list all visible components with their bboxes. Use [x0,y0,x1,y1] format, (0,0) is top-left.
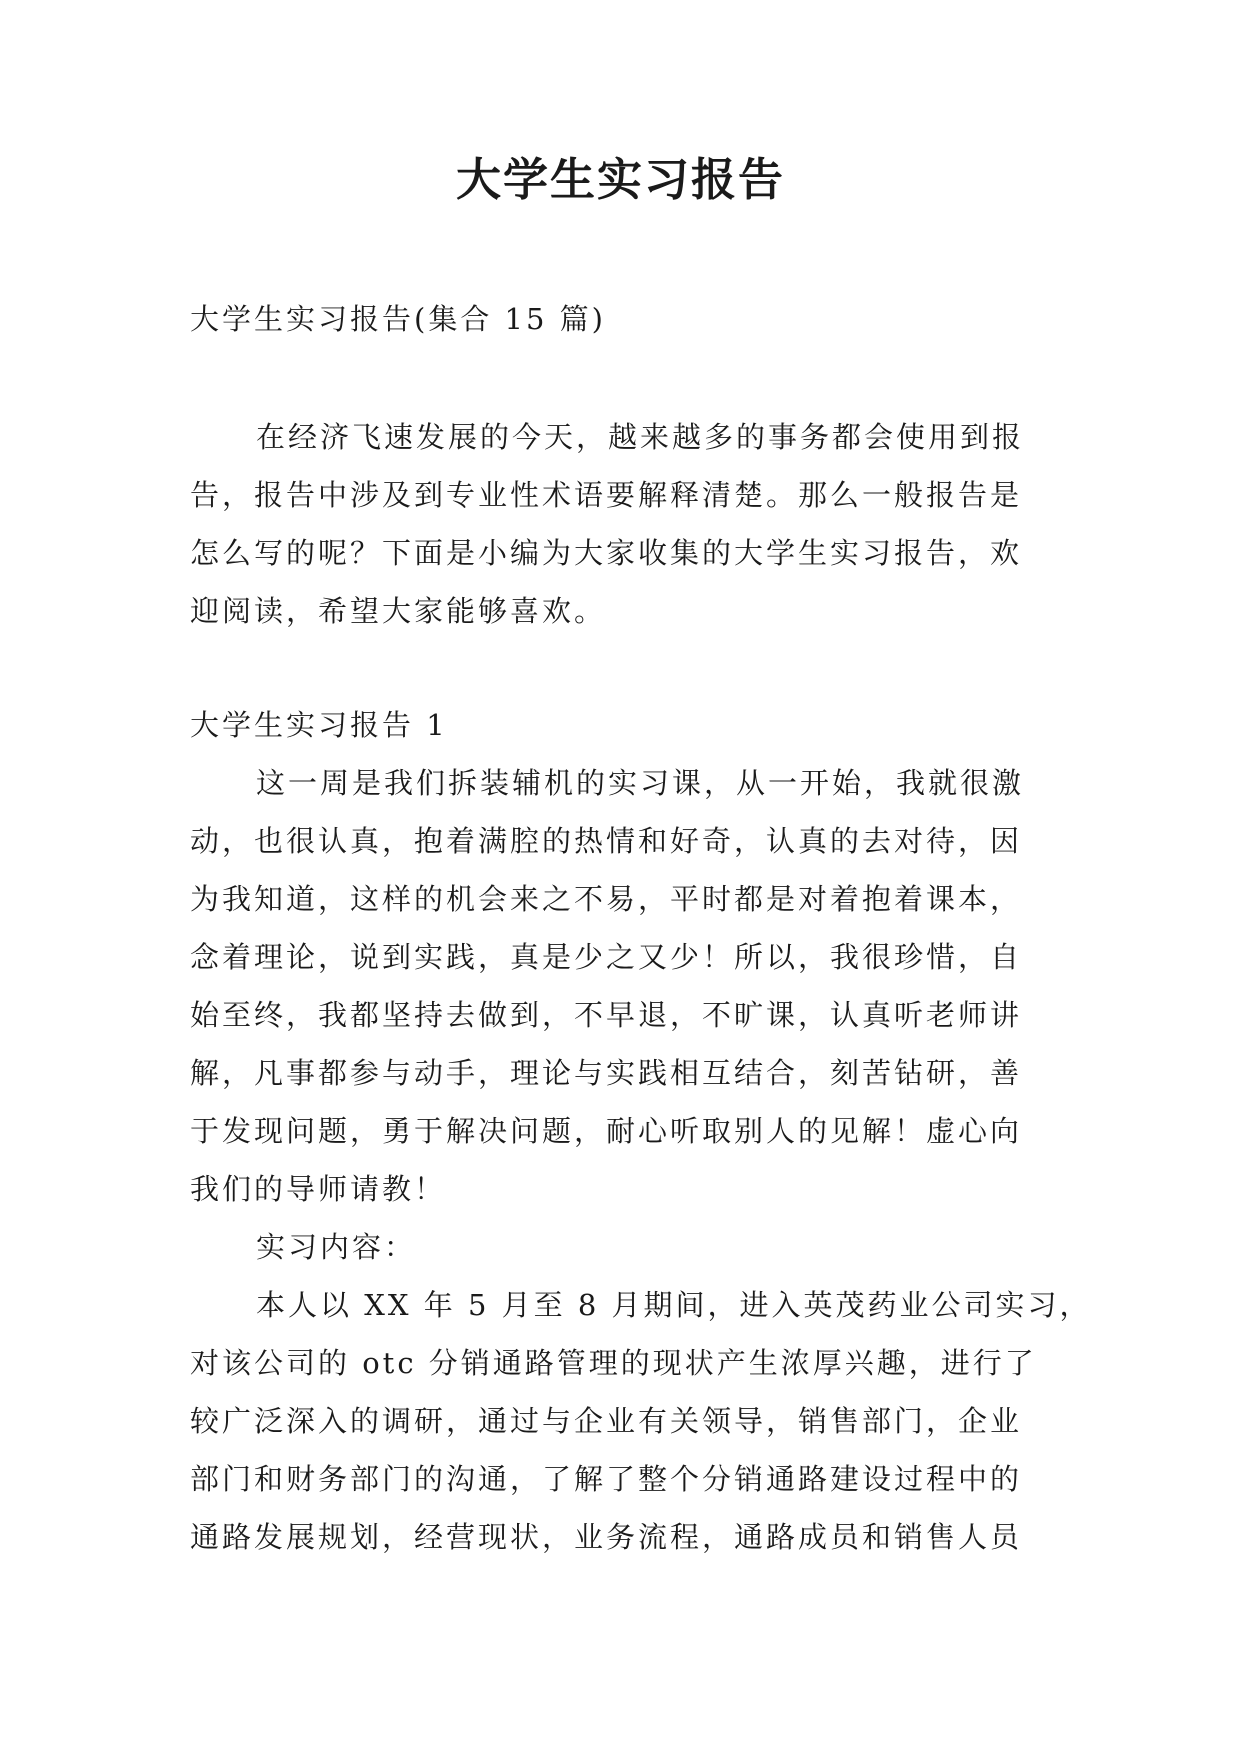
paragraph-line: 对该公司的 otc 分销通路管理的现状产生浓厚兴趣，进行了 [190,1346,1037,1380]
spacer [190,640,1060,696]
paragraph-line: 迎阅读，希望大家能够喜欢。 [190,594,607,628]
paragraph-line: 为我知道，这样的机会来之不易，平时都是对着抱着课本， [190,882,1023,916]
section-paragraph-2 [190,1276,1092,1566]
paragraph-line: 始至终，我都坚持去做到，不早退，不旷课，认真听老师讲 [190,998,1023,1032]
paragraph-line: 较广泛深入的调研，通过与企业有关领导，销售部门，企业 [190,1404,1023,1438]
paragraph-line: 本人以 XX 年 5 月至 8 月期间，进入英茂药业公司实习， [256,1288,1092,1322]
paragraph-line: 怎么写的呢？下面是小编为大家收集的大学生实习报告，欢 [190,536,1023,570]
intro-paragraph [190,408,1060,640]
paragraph-line: 告，报告中涉及到专业性术语要解释清楚。那么一般报告是 [190,478,1023,512]
paragraph-line: 念着理论，说到实践，真是少之又少！所以，我很珍惜，自 [190,940,1023,974]
paragraph-line: 通路发展规划，经营现状，业务流程，通路成员和销售人员 [190,1520,1023,1554]
paragraph-line: 这一周是我们拆装辅机的实习课，从一开始，我就很激 [256,766,1025,800]
document-title: 大学生实习报告 [455,153,785,206]
document-body [190,290,1092,1566]
spacer [190,348,1060,408]
paragraph-line: 我们的导师请教！ [190,1172,447,1206]
section-heading: 大学生实习报告 1 [190,708,448,742]
paragraph-line: 在经济飞速发展的今天，越来越多的事务都会使用到报 [256,420,1025,454]
paragraph-line: 于发现问题，勇于解决问题，耐心听取别人的见解！虚心向 [190,1114,1023,1148]
content-heading: 实习内容： [256,1230,417,1264]
section-paragraph-1 [190,754,1060,1218]
document-subtitle: 大学生实习报告(集合 15 篇) [190,302,606,336]
paragraph-line: 解，凡事都参与动手，理论与实践相互结合，刻苦钻研，善 [190,1056,1023,1090]
paragraph-line: 动，也很认真，抱着满腔的热情和好奇，认真的去对待，因 [190,824,1023,858]
paragraph-line: 部门和财务部门的沟通，了解了整个分销通路建设过程中的 [190,1462,1023,1496]
